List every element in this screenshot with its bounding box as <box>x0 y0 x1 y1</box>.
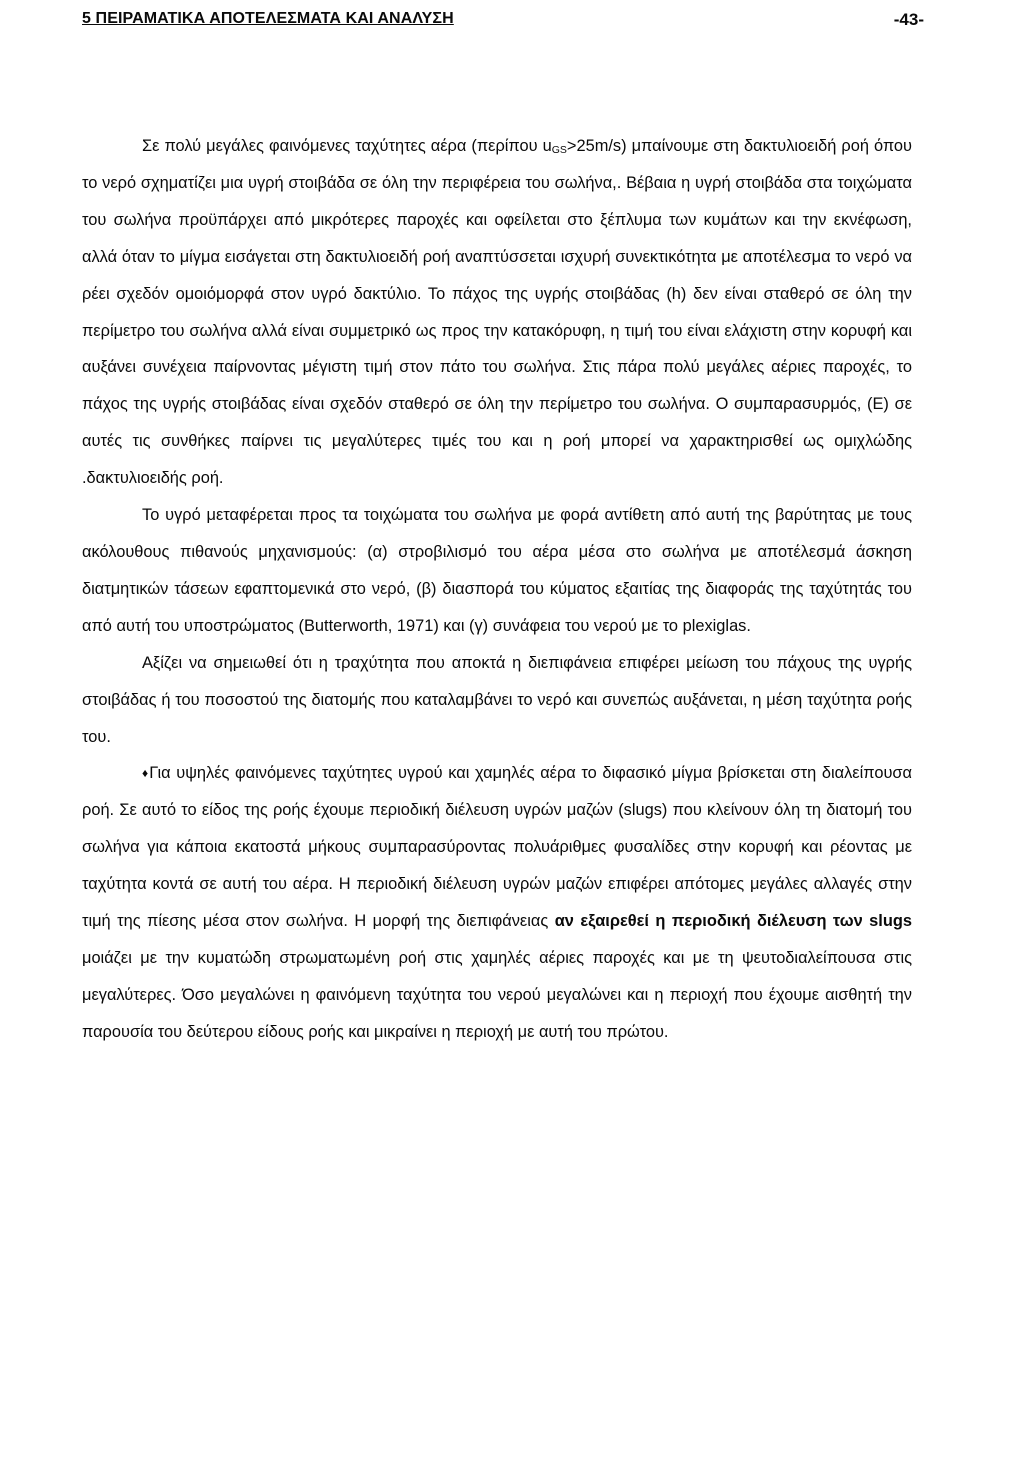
page-number: -43- <box>893 10 924 29</box>
page-header <box>82 10 924 38</box>
paragraph-liquid-transport: Το υγρό μεταφέρεται προς τα τοιχώματα του σωλήνα με φορά αντίθετη από αυτή της βαρύτητας με τους ακόλουθους πιθανούς μηχανισμούς: (α) στροβιλισμό του αέρα μέσα στο σωλήνα με αποτέλεσμά άσκηση διατμητικών τάσεων εφαπτομενικά στο νερό, (β) διασπορά του κύματος εξαιτίας της διαφοράς της ταχύτητάς του από αυτή του υποστρώματος (Butterworth, 1971) και (γ) συνάφεια του νερού με το plexiglas. <box>82 506 912 635</box>
velocity-subscript: GS <box>551 144 567 156</box>
body-text <box>82 128 912 1051</box>
paragraph-1-text-rest: >25m/s) μπαίνουμε στη δακτυλιοειδή ροή όπου το νερό σχηματίζει μια υγρή στοιβάδα σε όλη την περιφέρεια του σωλήνα,. Βέβαια η υγρή στοιβάδα στα τοιχώματα του σωλήνα προϋπάρχει από μικρότερες παροχές και οφείλεται στο ξέπλυμα των κυμάτων και την εκνέφωση, αλλά όταν το μίγμα εισάγεται στη δακτυλιοειδή ροή αναπτύσσεται ισχυρή συνεκτικότητα με αποτέλεσμα το νερό να ρέει σχεδόν ομοιόμορφά στον υγρό δακτύλιο. Το πάχος της υγρής στοιβάδας (h) δεν είναι σταθερό σε όλη την περίμετρο του σωλήνα αλλά είναι συμμετρικό ως προς την κατακόρυφη, η τιμή του είναι ελάχιστη στην κορυφή και αυξάνει συνέχεια παίρνοντας μέγιστη τιμή στον πάτο του σωλήνα. Στις πάρα πολύ μεγάλες αέριες παροχές, το πάχος της υγρής στοιβάδας είναι σχεδόν σταθερό σε όλη την περίμετρο του σωλήνα. Ο συμπαρασυρμός, (Ε) σε αυτές τις συνθήκες παίρνει τις μεγαλύτερες τιμές του και η ροή μπορεί να χαρακτηρισθεί ως ομιχλώδης .δακτυλιοειδής ροή. <box>82 137 912 488</box>
paragraph-1-text-start: Σε πολύ μεγάλες φαινόμενες ταχύτητες αέρα (περίπου u <box>142 137 552 155</box>
paragraph-interface-roughness: Αξίζει να σημειωθεί ότι η τραχύτητα που αποκτά η διεπιφάνεια επιφέρει μείωση του πάχους της υγρής στοιβάδας ή του ποσοστού της διατομής που καταλαμβάνει το νερό και συνεπώς αυξάνεται, η μέση ταχύτητα ροής του. <box>82 653 912 746</box>
paragraph-4-text-start: Για υψηλές φαινόμενες ταχύτητες υγρού και χαμηλές αέρα το διφασικό μίγμα βρίσκεται στη διαλείπουσα ροή. Σε αυτό το είδος της ροής έχουμε περιοδική διέλευση υγρών μαζών (slugs) που κλείνουν όλη τη διατομή του σωλήνα για κάποια εκατοστά μήκους συμπαρασύροντας πολυάριθμες φυσαλίδες στην κορυφή και ρέοντας με ταχύτητα κοντά σε αυτή του αέρα. Η περιοδική διέλευση υγρών μαζών επιφέρει απότομες μεγάλες αλλαγές στην τιμή της πίεσης μέσα στον σωλήνα. Η μορφή της διεπιφάνειας <box>82 764 913 931</box>
paragraph-intermittent-flow <box>82 755 912 1050</box>
paragraph-4-text-rest: μοιάζει με την κυματώδη στρωματωμένη ροή στις χαμηλές αέριες παροχές και με τη ψευτοδιαλείπουσα στις μεγαλύτερες. Όσο μεγαλώνει η φαινόμενη ταχύτητα του νερού μεγαλώνει και η περιοχή που έχουμε αισθητή την παρουσία του δεύτερου είδους ροής και μικραίνει η περιοχή με αυτή του πρώτου. <box>82 948 912 1041</box>
bold-emphasis: αν εξαιρεθεί η περιοδική διέλευση των slugs <box>554 912 912 931</box>
diamond-bullet-icon: ♦ <box>142 766 150 781</box>
paragraph-annular-flow <box>82 128 912 497</box>
running-title: 5 ΠΕΙΡΑΜΑΤΙΚΑ ΑΠΟΤΕΛΕΣΜΑΤΑ ΚΑΙ ΑΝΑΛΥΣΗ <box>82 10 454 27</box>
